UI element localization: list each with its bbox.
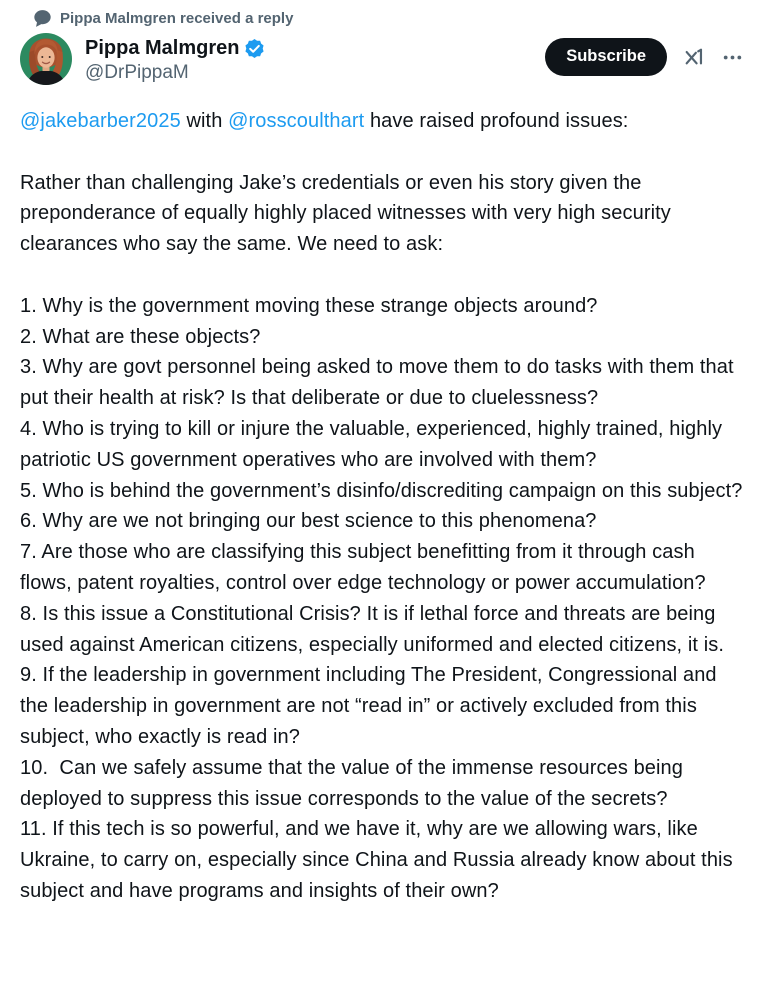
- question-line: 3. Why are govt personnel being asked to move them to do tasks with them that put their health at risk? Is that deliberate or due to cluelessness?: [20, 356, 740, 410]
- question-line: 5. Who is behind the government’s disinfo/discrediting campaign on this subject?: [20, 479, 743, 502]
- question-line: 10. Can we safely assume that the value of the immense resources being deployed to suppress this issue corresponds to the value of the secrets?: [20, 756, 689, 810]
- question-line: 2. What are these objects?: [20, 325, 261, 348]
- user-names: [85, 33, 265, 85]
- mention-link[interactable]: @jakebarber2025: [20, 110, 181, 132]
- question-line: 6. Why are we not bringing our best science to this phenomena?: [20, 510, 597, 533]
- mention-link[interactable]: @rosscoulthart: [228, 110, 365, 132]
- question-line: 9. If the leadership in government including The President, Congressional and the leadership in government are not “read in” or actively excluded from this subject, who exactly is read in?: [20, 664, 723, 748]
- avatar[interactable]: [20, 33, 72, 85]
- tweet-paragraph: [20, 291, 744, 907]
- tweet-text: [0, 85, 763, 907]
- more-options-icon[interactable]: [722, 47, 743, 68]
- tweet-paragraph: [20, 106, 744, 137]
- user-handle[interactable]: @DrPippaM: [85, 62, 189, 83]
- verified-badge-icon: [244, 38, 265, 59]
- question-line: 1. Why is the government moving these strange objects around?: [20, 294, 598, 317]
- tweet-paragraph: Rather than challenging Jake’s credentials or even his story given the preponderance of equally highly placed witnesses with very high security clearances who say the same. We need to ask:: [20, 171, 671, 256]
- question-line: 11. If this tech is so powerful, and we have it, why are we allowing wars, like Ukraine, to carry on, especially since China and Russia already know about this subject and have programs and insights of their own?: [20, 818, 739, 902]
- social-context[interactable]: [0, 0, 763, 33]
- header-actions: [545, 33, 743, 76]
- user-row: [0, 33, 763, 85]
- subscribe-button[interactable]: Subscribe: [545, 38, 667, 76]
- grok-icon[interactable]: [682, 45, 707, 70]
- question-line: 8. Is this issue a Constitutional Crisis? It is if lethal force and threats are being used against American citizens, especially uniformed and elected citizens, it is.: [20, 602, 725, 656]
- tweet-text-span: have raised profound issues:: [364, 110, 629, 132]
- reply-speech-bubble-icon: [33, 9, 52, 28]
- question-line: 4. Who is trying to kill or injure the valuable, experienced, highly trained, highly patriotic US government operatives who are involved with them?: [20, 417, 728, 471]
- display-name[interactable]: [85, 35, 265, 61]
- display-name-text: Pippa Malmgren: [85, 37, 240, 59]
- tweet-text-span: with: [180, 110, 229, 132]
- social-context-text: Pippa Malmgren received a reply: [60, 9, 294, 27]
- question-line: 7. Are those who are classifying this subject benefitting from it through cash flows, patent royalties, control over edge technology or power accumulation?: [20, 541, 706, 594]
